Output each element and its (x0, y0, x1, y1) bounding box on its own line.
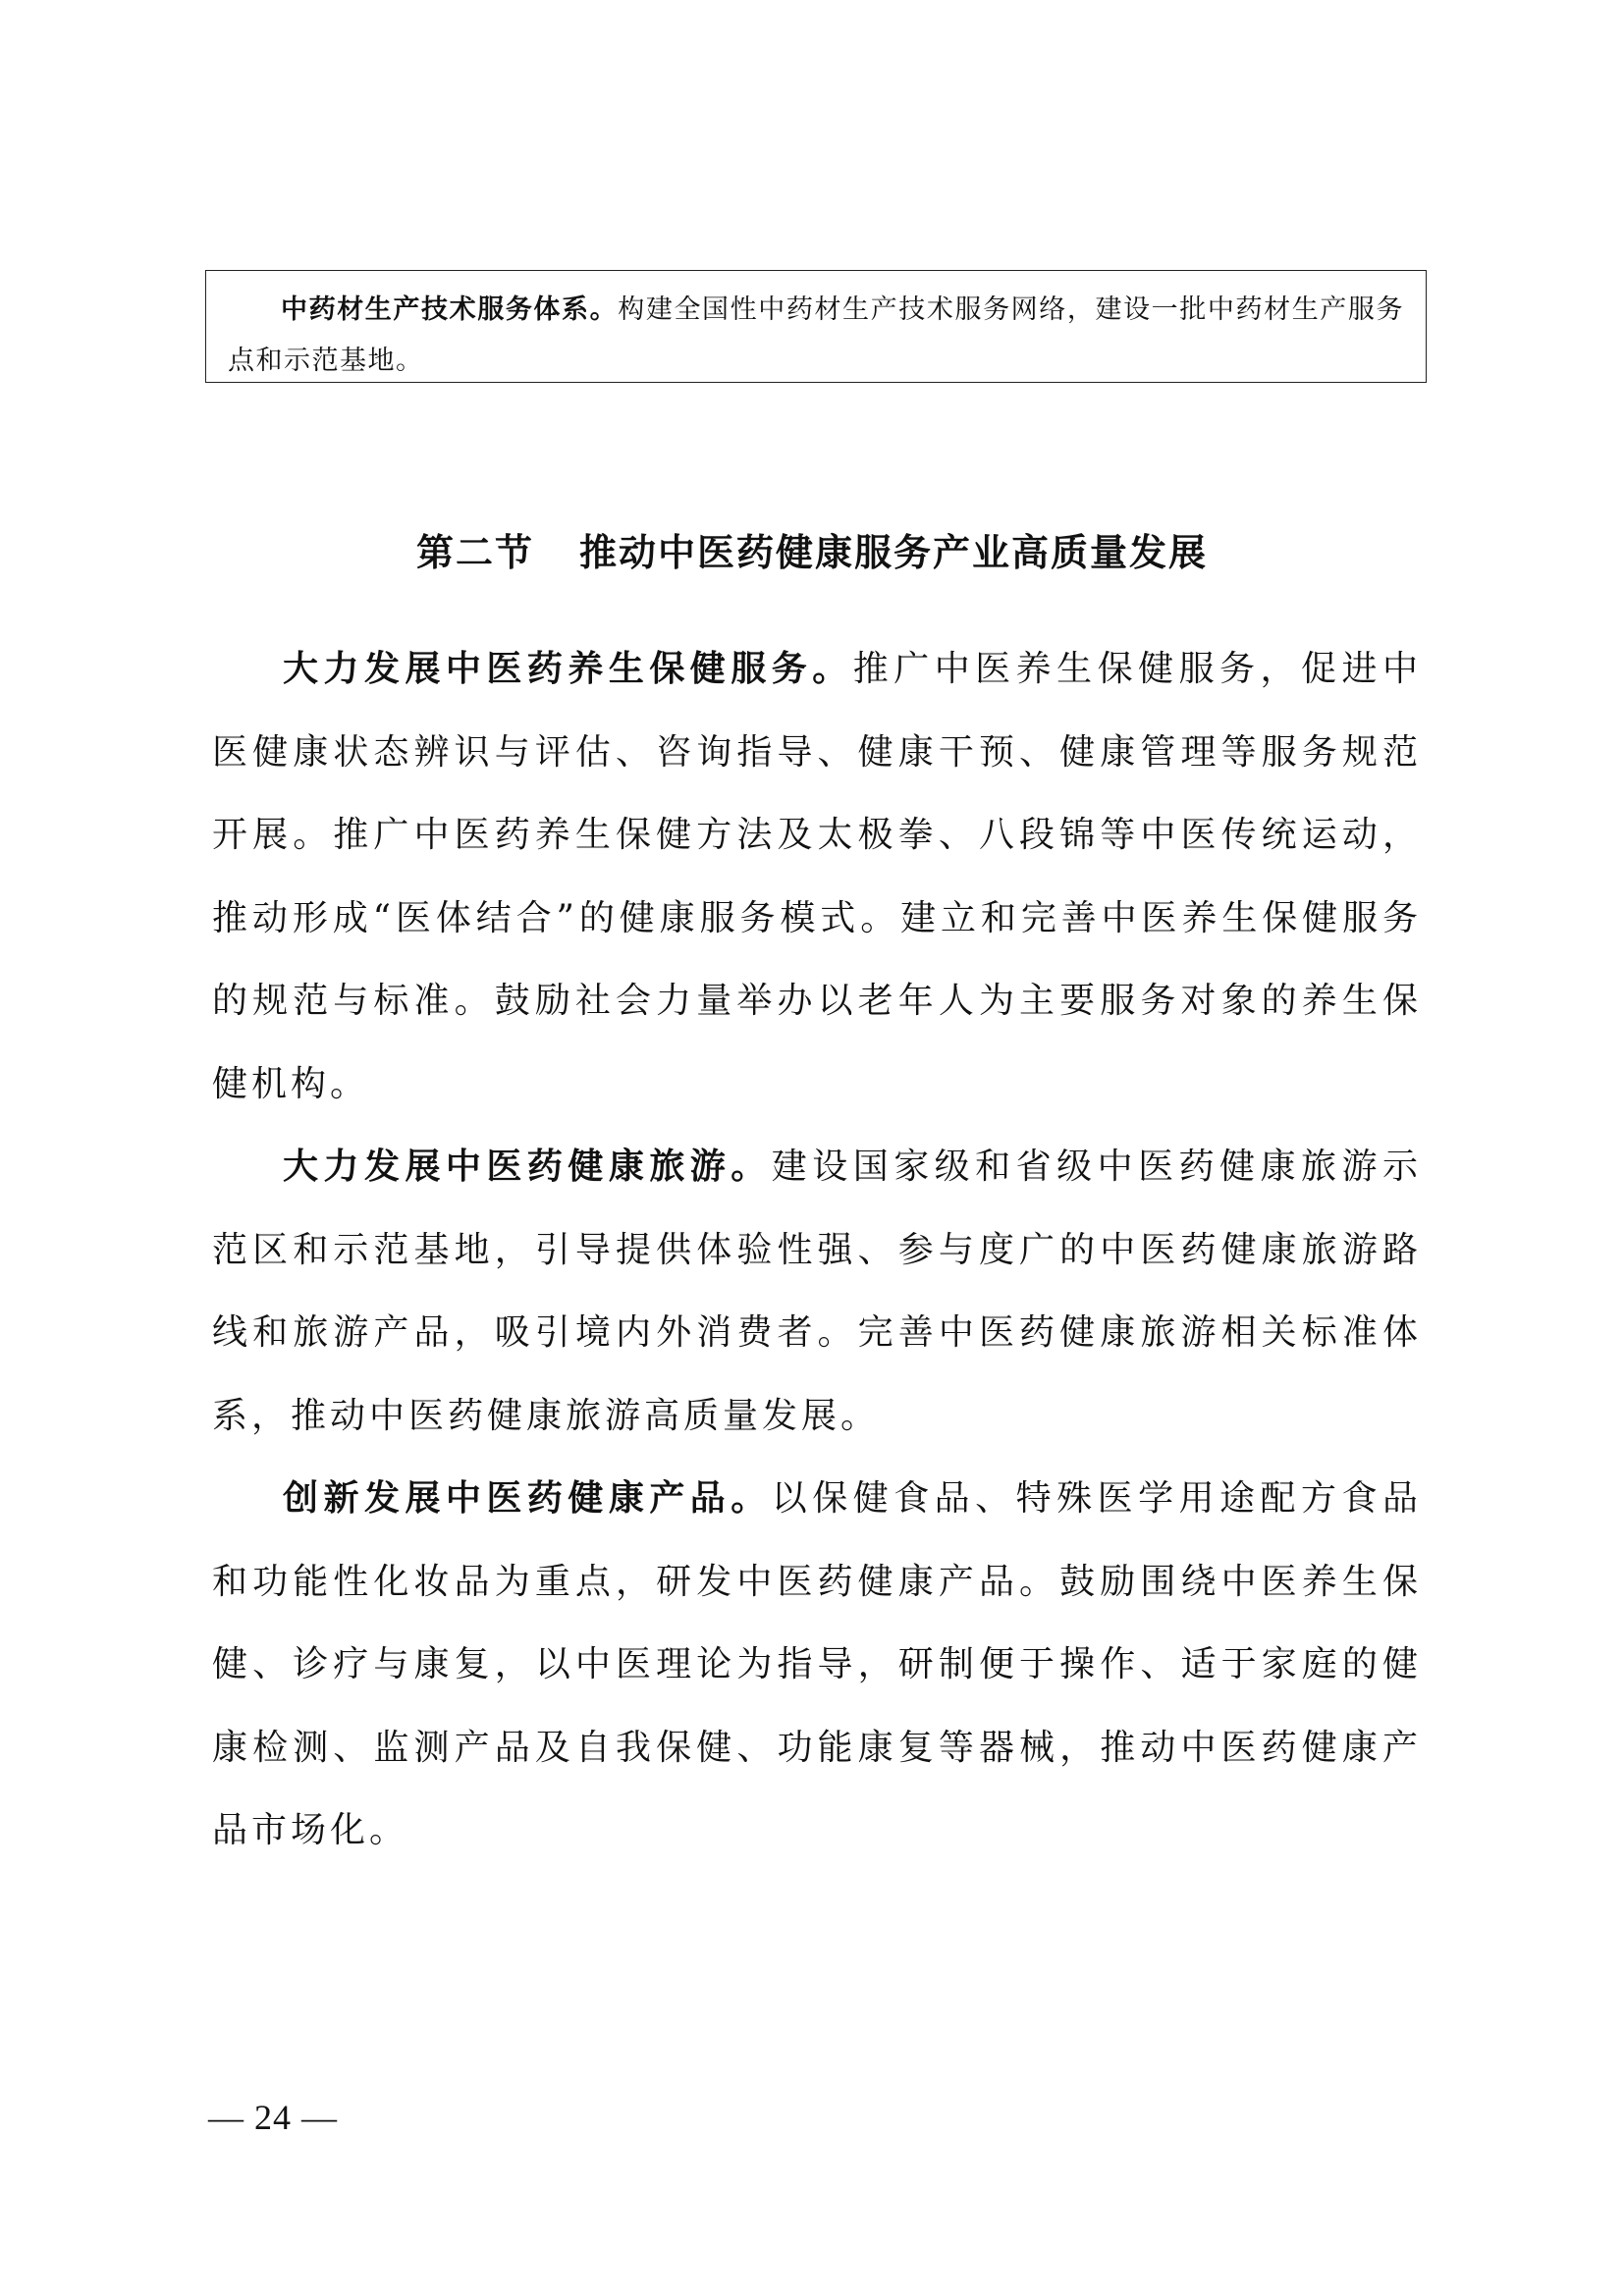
paragraph-bold-lead: 创新发展中医药健康产品。 (283, 1478, 772, 1519)
section-title: 推动中医药健康服务产业高质量发展 (579, 531, 1209, 574)
highlight-box (205, 270, 1427, 383)
paragraph-health-preservation (212, 628, 1422, 1126)
box-bold-lead: 中药材生产技术服务体系。 (281, 294, 619, 325)
document-body (212, 628, 1422, 1873)
paragraph-bold-lead: 大力发展中医药健康旅游。 (283, 1147, 772, 1187)
paragraph-bold-lead: 大力发展中医药养生保健服务。 (283, 649, 853, 689)
paragraph-health-tourism (212, 1126, 1422, 1458)
paragraph-text: 建设国家级和省级中医药健康旅游示范区和示范基地，引导提供体验性强、参与度广的中医药健康旅游路线和旅游产品，吸引境内外消费者。完善中医药健康旅游相关标准体系，推动中医药健康旅游高质量发展。 (212, 1147, 1422, 1436)
box-text: 构建全国性中药材生产技术服务网络，建设一批中药材生产服务点和示范基地。 (228, 294, 1405, 376)
box-paragraph (228, 285, 1404, 387)
paragraph-health-products (212, 1458, 1422, 1873)
section-number: 第二节 (415, 531, 534, 574)
paragraph-text: 以保健食品、特殊医学用途配方食品和功能性化妆品为重点，研发中医药健康产品。鼓励围绕中医养生保健、诊疗与康复，以中医理论为指导，研制便于操作、适于家庭的健康检测、监测产品及自我保健、功能康复等器械，推动中医药健康产品市场化。 (212, 1478, 1422, 1850)
section-heading (0, 522, 1624, 576)
paragraph-text: 推广中医养生保健服务，促进中医健康状态辨识与评估、咨询指导、健康干预、健康管理等服务规范开展。推广中医药养生保健方法及太极拳、八段锦等中医传统运动，推动形成“医体结合”的健康服务模式。建立和完善中医养生保健服务的规范与标准。鼓励社会力量举办以老年人为主要服务对象的养生保健机构。 (212, 649, 1422, 1104)
page-number: — 24 — (208, 2098, 338, 2137)
